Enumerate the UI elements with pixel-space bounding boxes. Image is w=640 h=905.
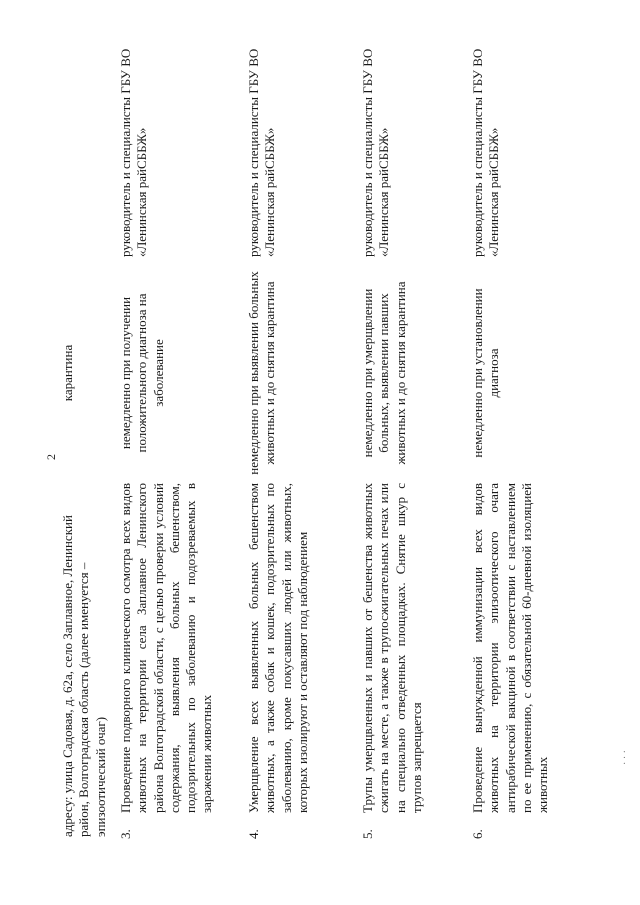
row-number: 5. xyxy=(360,829,375,839)
activity-text: Проведение вынужденной иммунизации всех видов животных на территории эпизоотического очага антирабической вакциной в соответствии с наставлением по ее применению, с обязательной 60-дневной изоляцией животных xyxy=(470,483,551,813)
row-number: 3. xyxy=(118,829,133,839)
margin-mark: · · · xyxy=(620,750,631,765)
term-text: карантина xyxy=(60,344,75,402)
term-text: немедленно при выявлении больных животных и до снятия карантина xyxy=(246,271,278,475)
term-text: немедленно при установлении диагноза xyxy=(470,288,502,458)
term-text: немедленно при умерщвлении больных, выявлении павших животных и до снятия карантина xyxy=(360,281,408,465)
term-text: немедленно при получении положительного диагноза на заболевание xyxy=(118,293,166,453)
responsible-text: руководитель и специалисты ГБУ ВО «Ленинская райСББЖ» xyxy=(118,48,150,257)
responsible-text: руководитель и специалисты ГБУ ВО «Ленинская райСББЖ» xyxy=(360,48,392,257)
row-number: 4. xyxy=(246,829,261,839)
activity-text: Умерщвление всех выявленных больных бешенством животных, а также собак и кошек, подозрительных по заболеванию, кроме покусавших людей или животных, которых изолируют и оставляют под наблюдением xyxy=(246,483,310,813)
responsible-text: руководитель и специалисты ГБУ ВО «Ленинская райСББЖ» xyxy=(246,48,278,257)
activity-text: Трупы умерщвленных и павших от бешенства животных сжигать на месте, а также в трупосжигательных печах или на специально отведенных площадках. Снятие шкур с трупов запрещается xyxy=(360,483,424,813)
row-number: 6. xyxy=(470,829,485,839)
activity-text: адресу: улица Садовая, д. 62а, село Заплавное, Ленинский район, Волгоградская область (далее именуется – эпизоотический очаг) xyxy=(60,515,108,837)
activity-text: Проведение подворного клинического осмотра всех видов животных на территории села Заплавное Ленинского района Волгоградской области, с целью проверки условий содержания, выявления больных бешенством, подозрительных по заболеванию и подозреваемых в заражении животных xyxy=(118,483,215,813)
responsible-text: руководитель и специалисты ГБУ ВО «Ленинская райСББЖ» xyxy=(470,48,502,257)
page-number: 2 xyxy=(44,454,58,460)
